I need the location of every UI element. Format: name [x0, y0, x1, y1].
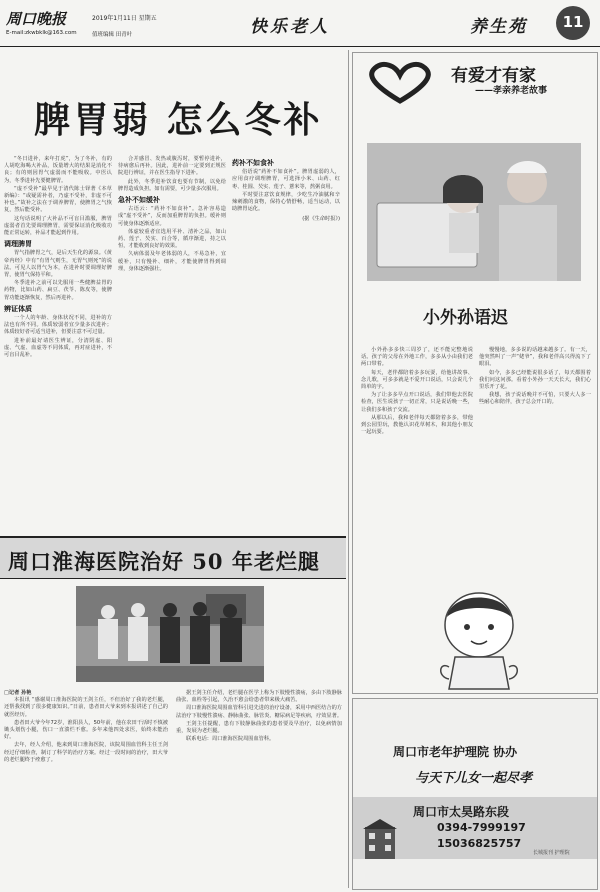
article-1-col-2: [118, 156, 226, 534]
email: E-mail:zkwbklk@163.com: [6, 30, 77, 36]
ad-phone-1: 0394-7999197: [437, 821, 526, 834]
article-1: [4, 52, 344, 534]
column-name: 快乐老人: [250, 17, 330, 37]
paragraph: 为了让多多早点开口说话，我们带他去医院检查，医生说孩子一切正常，只是说话晚一些，让我们多和孩子交流。: [361, 392, 473, 413]
subhead: 药补不如食补: [232, 159, 274, 167]
hospital-group-photo: [76, 586, 264, 682]
ad-slogan: 与天下儿女一起尽孝: [415, 771, 533, 786]
article-2-col-2: [176, 690, 342, 888]
paragraph: 本报讯 “感谢周口淮海医院的王剑主任，不但治好了我的老烂腿，还帮我找到了很多健康知识。”日前，患者田大爷来到本报讲述了自己的就医经历。: [4, 697, 168, 718]
ad-phone-2: 15036825757: [437, 837, 522, 850]
article-1-source: (据《生命时报》): [302, 216, 340, 223]
paragraph: 去年，经人介绍，他来到周口淮海医院，该院周围血管科主任王剑经过仔细检查，制订了科学的治疗方案。经过一段时间的治疗，田大爷的老烂腿终于痊愈了。: [4, 742, 168, 763]
grandparent-child-photo: [367, 143, 581, 281]
paragraph: 合并感冒、发热或腹泻时，要暂停进补，待病愈后再补。因此，进补前一定要到正规医院进行辨证，并在医生指导下进补。: [118, 156, 226, 177]
story-title: 小外孙语迟: [423, 308, 508, 328]
article-1-col-1: [4, 156, 112, 534]
ad-title: 周口市老年护理院 协办: [393, 745, 518, 759]
article-2-title-band: [0, 536, 346, 579]
paragraph: 胃气指脾胃之气，是后天生化的源泉。《黄帝内经》中有“有胃气则生，无胃气则死”的说法。可见人以胃气为本，在进补时要调理好脾胃，使胃气保持平和。: [4, 250, 112, 279]
ad-address: 周口市太昊路东段: [413, 805, 510, 819]
column-divider: [348, 50, 349, 888]
paragraph: 冬季进补之前可以先服用一些健脾益胃的药物，比如山药、扁豆、茯苓、陈皮等，使脾胃功能逐渐恢复，然后再进补。: [4, 280, 112, 301]
subhead: 辨证体质: [4, 304, 32, 313]
subhead: 急补不如缓补: [118, 196, 160, 205]
paragraph: 体虚较重者宜选用平补、清补之品，如山药、莲子、芡实、百合等，循序渐进，持之以恒，才能收到良好的效果。: [118, 228, 226, 250]
heart-icon: [363, 61, 437, 105]
paragraph: “虚不受补”最早见于清代陈士铎著《本草新编》：“或疑需补者，乃虚不受补，非虚不可补也。”故补之法在于调养脾胃，使脾胃之气恢复，然后能受补。: [4, 185, 112, 214]
article-2-reporter: □记者 孙艳: [4, 690, 32, 696]
paragraph: 进补前最好请医生辨证，分清阴虚、阳虚、气虚、血虚等不同体质，再对症进补，不可盲目乱补。: [4, 337, 112, 359]
paragraph: “冬日进补，来年打虎”，为了冬补，有的人胡吃海喝大补品，饭量增大的结果是消化不良；有的则因胃气虚弱而不能吸收。中医认为，冬季进补先要健脾胃。: [4, 156, 112, 184]
article-1-title: 脾胃弱 怎么冬补: [34, 99, 323, 141]
paragraph: 这句话说明了大补品不可盲目滥服，脾胃虚弱者首先要调理脾胃，需要保证消化吸收功能正常运转，补品才能起到作用。: [4, 215, 112, 237]
paragraph: 联系电话：周口淮海医院周围血管科。: [186, 736, 275, 743]
column-title: 有爱才有家: [451, 66, 536, 86]
section-name: 养生苑: [470, 17, 527, 37]
paragraph: 此外，冬季进补饮食也要有节制，以免给脾胃造成负担。如有需要，可少量多次服用。: [118, 178, 226, 192]
paragraph: 俗语说“药补不如食补”。脾胃虚弱的人，应用食疗调理脾胃，可选择小米、山药、红枣、桂圆、芡实、莲子、薏米等，熬粥食用。: [232, 169, 340, 190]
ad-credit: 长城报刊 护理院: [533, 850, 570, 856]
column-subtitle: ——孝亲养老故事: [475, 86, 548, 96]
paragraph: 我想，孩子说话晚并不可怕，只要大人多一些耐心和陪伴，孩子总会开口的。: [479, 392, 591, 406]
article-1-col-3: [232, 156, 340, 534]
paragraph: 每天，老伴都陪着多多玩耍，给他讲故事、念儿歌，可多多就是不爱开口说话，只会说几个简单的字。: [361, 369, 473, 391]
paragraph: 如今，多多已经能说很多话了，每天都围着我们问这问那。看着小外孙一天天长大，我们心里乐开了花。: [479, 369, 591, 391]
paragraph: 平时要注意饮食规律，少吃生冷油腻和辛辣刺激的食物，保持心情舒畅，适当运动，以助脾胃运化。: [232, 191, 340, 213]
paragraph: 古语云：“药补不如食补”。急补容易造成“虚不受补”，反而加重脾胃的负担。缓补则可使身体逐渐适应。: [118, 206, 226, 227]
issue-date: 2019年1月11日 星期五: [92, 15, 157, 22]
child-illustration: [429, 581, 529, 691]
family-photo-image: [367, 143, 581, 281]
paper-name: 周口晚报: [6, 10, 67, 28]
editor: 值班编辑 田青叶: [92, 32, 133, 38]
paragraph: 久病体弱及年老体弱的人，不易急补，宜缓补，只有慢补、细补，才能使脾胃得到调理，身体逐渐强壮。: [118, 251, 226, 272]
paragraph: 据王剑主任介绍，老烂腿在医学上称为下肢慢性溃疡，多由下肢静脉曲张、血栓等引起，久治不愈会给患者带来极大痛苦。: [176, 690, 342, 704]
paragraph: 慢慢地，多多说的话越来越多了。有一天，他突然叫了一声“姥爷”，我和老伴高兴得流下了眼泪。: [479, 347, 591, 368]
story-col-2: [479, 347, 591, 573]
article-2-title: 周口淮海医院治好 50 年老烂腿: [8, 549, 320, 574]
sidebar-panel: [352, 52, 598, 694]
paragraph: 患者田大爷今年72岁，淮阳县人，50年前，他在农田干活时不慎被锄头划伤小腿，伤口一直溃烂不愈。多年来他四处求医，始终未能治好。: [4, 719, 168, 741]
story-col-1: [361, 347, 473, 573]
group-photo-image: [76, 586, 264, 682]
building-icon: [363, 819, 397, 859]
paragraph: 从那以后，我和老伴每天都陪着多多，带他到公园里玩，教他认识花草树木，和其他小朋友一起玩耍。: [361, 414, 473, 436]
paragraph: 周口淮海医院周围血管科引进先进的治疗设备，采用中西医结合的方法治疗下肢慢性溃疡、静脉曲张、脉管炎、糖尿病足等疾病，疗效显著。: [176, 705, 343, 719]
paragraph: 一个人的年龄、身体状况不同，进补的方法也有所不同。体质较弱者宜少量多次进补；体质较好者可适当进补，但要注意不可过量。: [4, 315, 112, 336]
subhead: 调理脾胃: [4, 240, 32, 249]
masthead-rule: [0, 46, 600, 47]
paragraph: 王剑主任提醒，患有下肢静脉曲张的患者要及早治疗，以免病情加重，发展为老烂腿。: [176, 720, 342, 735]
page-number-badge: [556, 6, 590, 40]
paragraph: 小外孙多多快三周岁了，还不能完整地说话。孩子的父母在外地工作，多多从小由我们老两口带着。: [361, 347, 473, 368]
page-number: 11: [562, 13, 584, 31]
article-2-col-1: [4, 690, 168, 888]
masthead: [0, 0, 600, 46]
nursing-home-ad: [352, 698, 598, 890]
